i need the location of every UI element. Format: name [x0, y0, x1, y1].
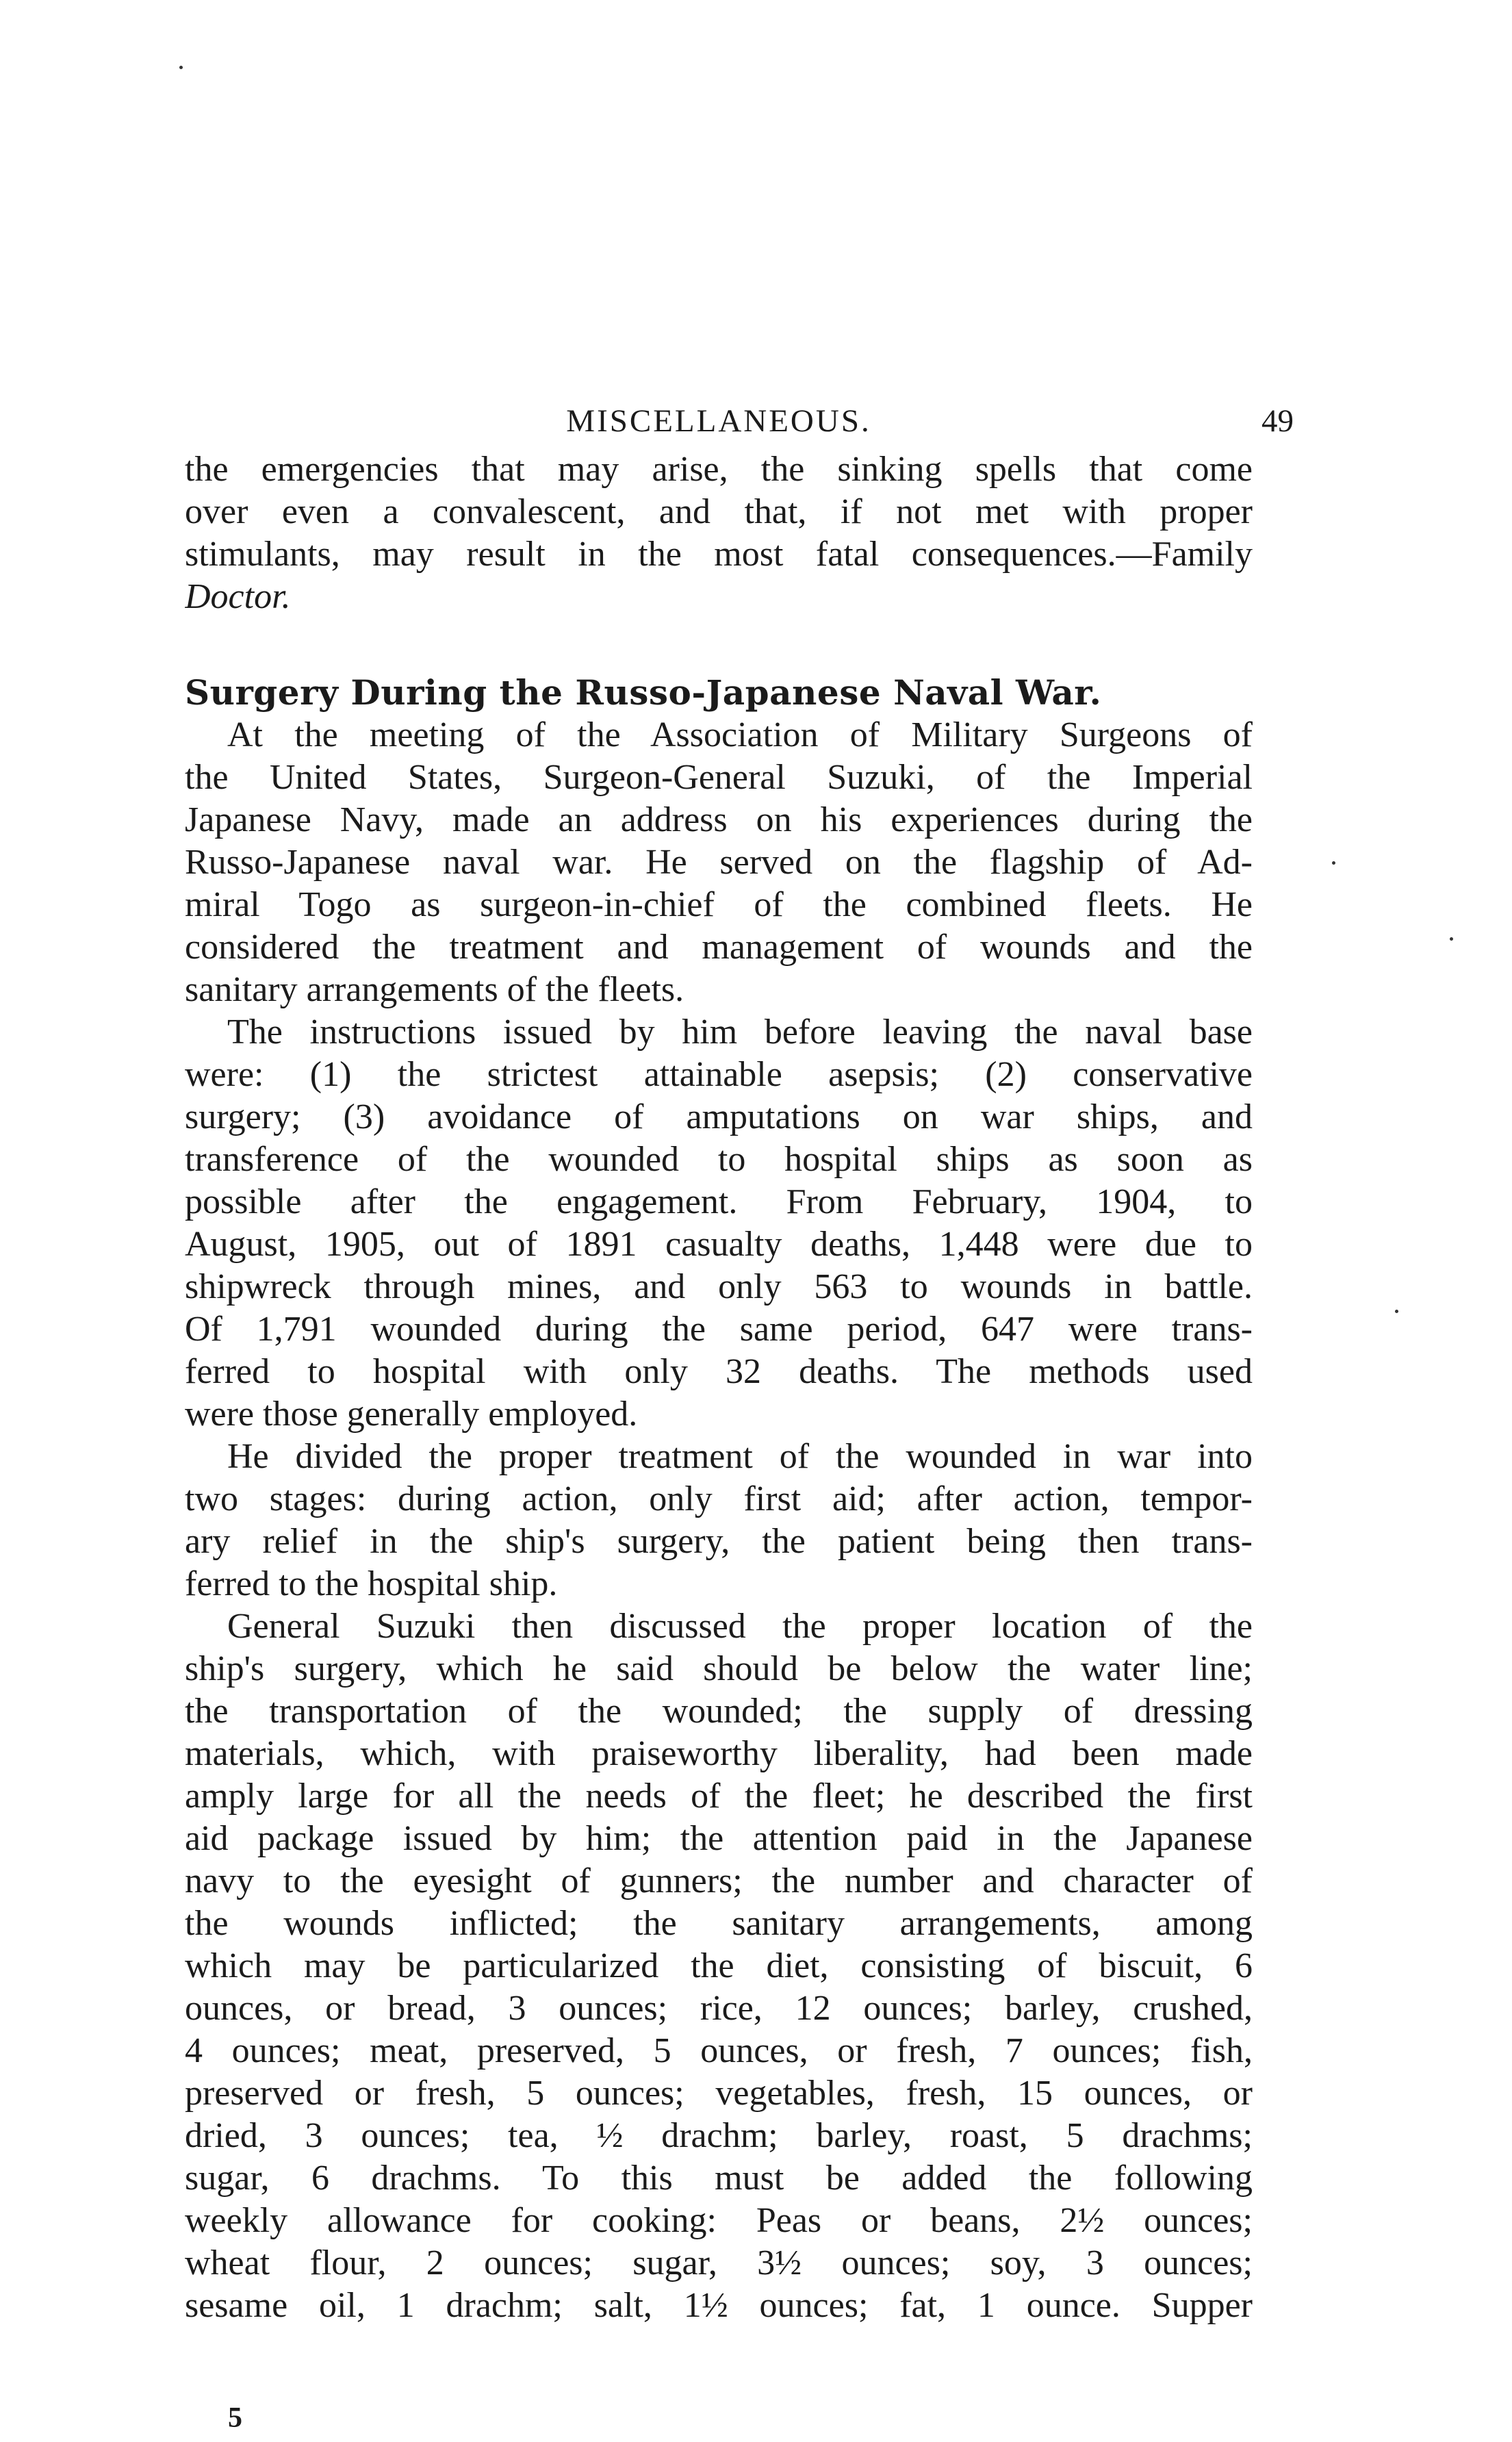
text-line: which may be particularized the diet, consisting of biscuit, 6 [185, 1946, 1253, 1985]
text-line: materials, which, with praiseworthy liberality, had been made [185, 1734, 1253, 1773]
text-line: preserved or fresh, 5 ounces; vegetables, fresh, 15 ounces, or [185, 2074, 1253, 2113]
text-line: the transportation of the wounded; the supply of dressing [185, 1692, 1253, 1731]
text-line: ounces, or bread, 3 ounces; rice, 12 ounces; barley, crushed, [185, 1989, 1253, 2028]
text-line: He divided the proper treatment of the wounded in war into [227, 1437, 1253, 1476]
text-line: The instructions issued by him before leaving the naval base [227, 1013, 1253, 1052]
paragraph-continuation [185, 448, 1253, 618]
print-speck [1332, 861, 1335, 865]
text-line: amply large for all the needs of the fleet; he described the first [185, 1777, 1253, 1816]
section-gap [185, 618, 1253, 672]
text-line: Of 1,791 wounded during the same period, 647 were trans- [185, 1310, 1253, 1349]
text-line: the emergencies that may arise, the sinking spells that come [185, 450, 1253, 489]
text-line: stimulants, may result in the most fatal consequences.—Family [185, 535, 1253, 574]
paragraph [185, 1011, 1253, 1436]
print-speck [179, 66, 183, 69]
text-line: At the meeting of the Association of Military Surgeons of [227, 715, 1253, 754]
text-line: 4 ounces; meat, preserved, 5 ounces, or fresh, 7 ounces; fish, [185, 2031, 1253, 2070]
text-line: possible after the engagement. From February, 1904, to [185, 1182, 1253, 1221]
print-speck [1450, 937, 1453, 941]
text-line: sesame oil, 1 drachm; salt, 1½ ounces; fat, 1 ounce. Supper [185, 2286, 1253, 2325]
text-line: Doctor. [185, 577, 291, 616]
text-line: ferred to the hospital ship. [185, 1564, 558, 1603]
text-line: shipwreck through mines, and only 563 to wounds in battle. [185, 1267, 1253, 1306]
text-line: were those generally employed. [185, 1395, 638, 1434]
text-line: Russo-Japanese naval war. He served on the flagship of Ad- [185, 843, 1253, 882]
page-number: 49 [1261, 403, 1294, 439]
signature-mark: 5 [228, 2402, 242, 2434]
text-line: miral Togo as surgeon-in-chief of the combined fleets. He [185, 885, 1253, 924]
body-text [185, 448, 1253, 2327]
text-line: sanitary arrangements of the fleets. [185, 970, 684, 1009]
text-line: over even a convalescent, and that, if not met with proper [185, 492, 1253, 531]
text-line: August, 1905, out of 1891 casualty deaths, 1,448 were due to [185, 1225, 1253, 1264]
text-line: considered the treatment and management of wounds and the [185, 928, 1253, 967]
text-line: ferred to hospital with only 32 deaths. The methods used [185, 1352, 1253, 1391]
text-line: navy to the eyesight of gunners; the number and character of [185, 1861, 1253, 1900]
paragraph [185, 1436, 1253, 1605]
running-head [185, 403, 1294, 444]
print-speck [1395, 1310, 1398, 1313]
text-line: were: (1) the strictest attainable asepsis; (2) conservative [185, 1055, 1253, 1094]
section-heading: Surgery During the Russo-Japanese Naval War. [185, 672, 1102, 713]
running-head-title: MISCELLANEOUS. [566, 403, 871, 439]
text-line: ary relief in the ship's surgery, the patient being then trans- [185, 1522, 1253, 1561]
text-line: wheat flour, 2 ounces; sugar, 3½ ounces; soy, 3 ounces; [185, 2243, 1253, 2282]
text-line: Japanese Navy, made an address on his experiences during the [185, 800, 1253, 839]
text-line: General Suzuki then discussed the proper location of the [227, 1607, 1253, 1646]
paragraph [185, 1605, 1253, 2327]
text-line: two stages: during action, only first aid; after action, tempor- [185, 1479, 1253, 1518]
text-line: dried, 3 ounces; tea, ½ drachm; barley, roast, 5 drachms; [185, 2116, 1253, 2155]
text-line: sugar, 6 drachms. To this must be added the following [185, 2159, 1253, 2198]
text-line: ship's surgery, which he said should be below the water line; [185, 1649, 1253, 1688]
text-line: surgery; (3) avoidance of amputations on war ships, and [185, 1097, 1253, 1136]
text-line: weekly allowance for cooking: Peas or beans, 2½ ounces; [185, 2201, 1253, 2240]
text-line: the United States, Surgeon-General Suzuki, of the Imperial [185, 758, 1253, 797]
text-line: the wounds inflicted; the sanitary arrangements, among [185, 1904, 1253, 1943]
paragraph [185, 714, 1253, 1011]
text-line: aid package issued by him; the attention paid in the Japanese [185, 1819, 1253, 1858]
text-line: transference of the wounded to hospital ships as soon as [185, 1140, 1253, 1179]
